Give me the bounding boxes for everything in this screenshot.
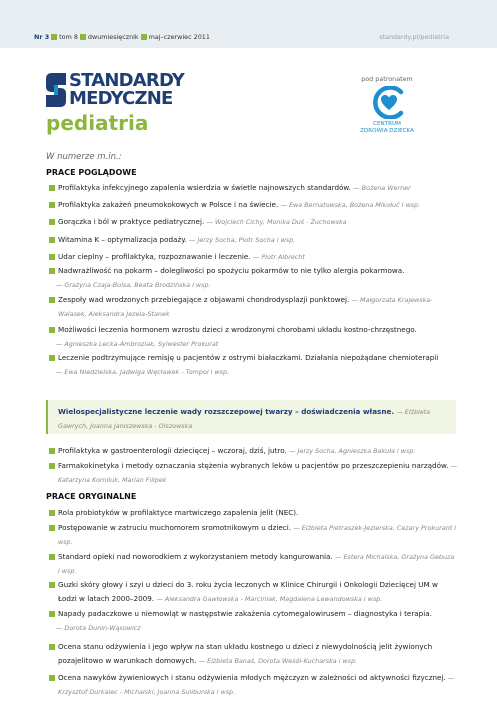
article-title: Leczenie podtrzymujące remisję u pacjentów z ostrymi białaczkami. Działania niepożądane chemioterapii xyxy=(58,353,439,362)
article-item[interactable] xyxy=(58,550,458,578)
article-title: Witamina K – optymalizacja podaży. xyxy=(58,235,187,244)
green-square-icon xyxy=(49,202,55,208)
logo-medyczne: MEDYCZNE xyxy=(69,88,173,109)
article-item[interactable] xyxy=(58,671,458,699)
article-title: Możliwości leczenia hormonem wzrostu dzieci z wrodzonymi chorobami układu kostno-chrzęstnego. xyxy=(58,325,417,334)
green-square-icon xyxy=(51,34,57,40)
article-title: Guzki skóry głowy i szyi u dzieci do 3. roku życia leczonych w Klinice Chirurgii i Onkologii Dziecięcej UM w Łodzi w latach 2000–2009. xyxy=(58,580,438,603)
intro-text: W numerze m.in.: xyxy=(46,152,122,162)
green-square-icon xyxy=(49,254,55,260)
green-square-icon xyxy=(49,185,55,191)
article-authors: — Bożena Werner xyxy=(353,184,411,192)
article-title: Ocena stanu odżywienia i jego wpływ na stan układu kostnego u dzieci z niewydolnością jelit żywionych pozajelitowo w warunkach domowych. xyxy=(58,642,433,665)
green-square-icon xyxy=(49,582,55,588)
article-authors: — Jerzy Socha, Piotr Socha i wsp. xyxy=(189,236,296,244)
centrum-zdrowia-dziecka-logo-icon xyxy=(371,86,407,119)
article-item[interactable] xyxy=(58,215,458,229)
green-square-icon xyxy=(49,355,55,361)
patron-name-line1: CENTRUM xyxy=(373,121,401,127)
green-square-icon xyxy=(49,611,55,617)
green-square-icon xyxy=(49,510,55,516)
article-item[interactable] xyxy=(58,181,458,195)
green-square-icon xyxy=(80,34,86,40)
article-item[interactable] xyxy=(58,578,458,606)
article-item[interactable] xyxy=(58,351,458,379)
green-square-icon xyxy=(49,327,55,333)
article-title: Standard opieki nad noworodkiem z wykorzystaniem metody kangurowania. xyxy=(58,552,333,561)
article-authors: — Dorota Dunin-Wąsowicz xyxy=(56,624,141,632)
article-item[interactable] xyxy=(58,264,458,292)
frequency: dwumiesięcznik xyxy=(87,33,139,41)
standardy-logo-icon xyxy=(46,73,66,107)
green-square-icon xyxy=(141,34,147,40)
article-authors: — Piotr Albrecht xyxy=(252,253,305,261)
article-title: Postępowanie w zatruciu muchomorem sromotnikowym u dzieci. xyxy=(58,523,292,532)
article-title: Profilaktyka infekcyjnego zapalenia wsierdzia w świetle najnowszych standardów. xyxy=(58,183,351,192)
top-bar xyxy=(0,0,497,48)
article-item[interactable] xyxy=(58,607,458,635)
section-heading-review: PRACE POGLĄDOWE xyxy=(46,168,137,177)
article-authors: — Wojciech Cichy, Monika Duś - Żuchowska xyxy=(206,218,347,226)
green-square-icon xyxy=(49,463,55,469)
patronage-label: pod patronatem xyxy=(361,75,413,83)
article-authors: — Elżbieta Pietraszek-Jezierska, Cezary Prokurant i wsp. xyxy=(58,524,457,546)
article-item[interactable] xyxy=(58,521,458,549)
section-heading-original: PRACE ORYGINALNE xyxy=(46,492,137,501)
article-title: Udar cieplny – profilaktyka, rozpoznawanie i leczenie. xyxy=(58,252,251,261)
article-title: Nadwrażliwość na pokarm – dolegliwości po spożyciu pokarmów to nie tylko alergia pokarmowa. xyxy=(58,266,405,275)
article-authors: — Krzysztof Durkalec - Michalski, Joanna Suliburska i wsp. xyxy=(58,674,455,696)
green-square-icon xyxy=(49,675,55,681)
article-authors: — Elżbieta Banaś, Dorota Wesół-Kucharska i wsp. xyxy=(198,657,358,665)
green-square-icon xyxy=(49,268,55,274)
featured-article[interactable] xyxy=(58,405,454,433)
site-url[interactable]: standardy.pl/pediatria xyxy=(379,33,449,41)
article-item[interactable] xyxy=(58,323,458,351)
featured-article-authors: — Elżbieta Gawrych, Joanna Janiszewska - Olszowska xyxy=(58,408,431,430)
article-item[interactable] xyxy=(58,459,458,487)
article-authors: — Ewa Niedzielska, Jadwiga Węcławek - Tompol i wsp. xyxy=(56,368,230,376)
article-title: Farmakokinetyka i metody oznaczania stężenia wybranych leków u pacjentów po przeszczepieniu narządów. xyxy=(58,461,449,470)
article-title: Rola probiotyków w profilaktyce martwiczego zapalenia jelit (NEC). xyxy=(58,508,299,517)
article-item[interactable] xyxy=(58,640,458,668)
article-title: Ocena nawyków żywieniowych i stanu odżywienia młodych mężczyzn w zależności od aktywności fizycznej. xyxy=(58,673,446,682)
patron-name-line2: ZDROWIA DZIECKA xyxy=(360,128,414,134)
article-authors: — Katarzyna Korniluk, Marian Filipek xyxy=(58,462,458,484)
green-square-icon xyxy=(49,219,55,225)
green-square-icon xyxy=(49,554,55,560)
featured-article-title: Wielospecjalistyczne leczenie wady rozszczepowej twarzy – doświadczenia własne. xyxy=(58,407,395,416)
article-authors: — Grażyna Czaja-Bulsa, Beata Brodzińska i wsp. xyxy=(56,281,211,289)
article-item[interactable] xyxy=(58,250,458,264)
article-title: Gorączka i ból w praktyce pediatrycznej. xyxy=(58,217,205,226)
article-title: Profilaktyka zakażeń pneumokokowych w Polsce i na świecie. xyxy=(58,200,279,209)
issue-number: Nr 3 xyxy=(34,33,50,41)
green-square-icon xyxy=(49,525,55,531)
green-square-icon xyxy=(49,644,55,650)
green-square-icon xyxy=(49,237,55,243)
journal-title: pediatria xyxy=(46,111,149,135)
article-authors: — Małgorzata Krajewska-Walasek, Aleksandra Jezela-Stanek xyxy=(58,296,433,318)
article-item[interactable] xyxy=(58,506,458,520)
green-square-icon xyxy=(49,448,55,454)
article-item[interactable] xyxy=(58,233,458,247)
article-authors: — Estera Michalska, Grażyna Gebuza i wsp. xyxy=(58,553,455,575)
period: maj–czerwiec 2011 xyxy=(148,33,210,41)
article-title: Napady padaczkowe u niemowląt w następstwie zakażenia cytomegalowirusem – diagnostyka i terapia. xyxy=(58,609,432,618)
green-square-icon xyxy=(49,297,55,303)
article-title: Profilaktyka w gastroenterologii dziecięcej – wczoraj, dziś, jutro. xyxy=(58,446,287,455)
logo-standardy: STANDARDY xyxy=(69,70,185,91)
article-item[interactable] xyxy=(58,198,458,212)
article-authors: — Aleksandra Gawłowska - Marciniak, Magdalena Lewandowska i wsp. xyxy=(156,595,383,603)
issue-info xyxy=(34,33,210,41)
volume: tom 8 xyxy=(59,33,78,41)
article-title: Zespoły wad wrodzonych przebiegające z objawami chondrodysplazji punktowej. xyxy=(58,295,350,304)
article-authors: — Agnieszka Lecka-Ambroziak, Sylwester Prokurat xyxy=(56,340,219,348)
article-item[interactable] xyxy=(58,444,458,458)
article-authors: — Jerzy Socha, Agnieszka Bakuła i wsp. xyxy=(289,447,416,455)
article-item[interactable] xyxy=(58,293,458,321)
article-authors: — Ewa Bernatowska, Bożena Mikołuć i wsp. xyxy=(280,201,421,209)
